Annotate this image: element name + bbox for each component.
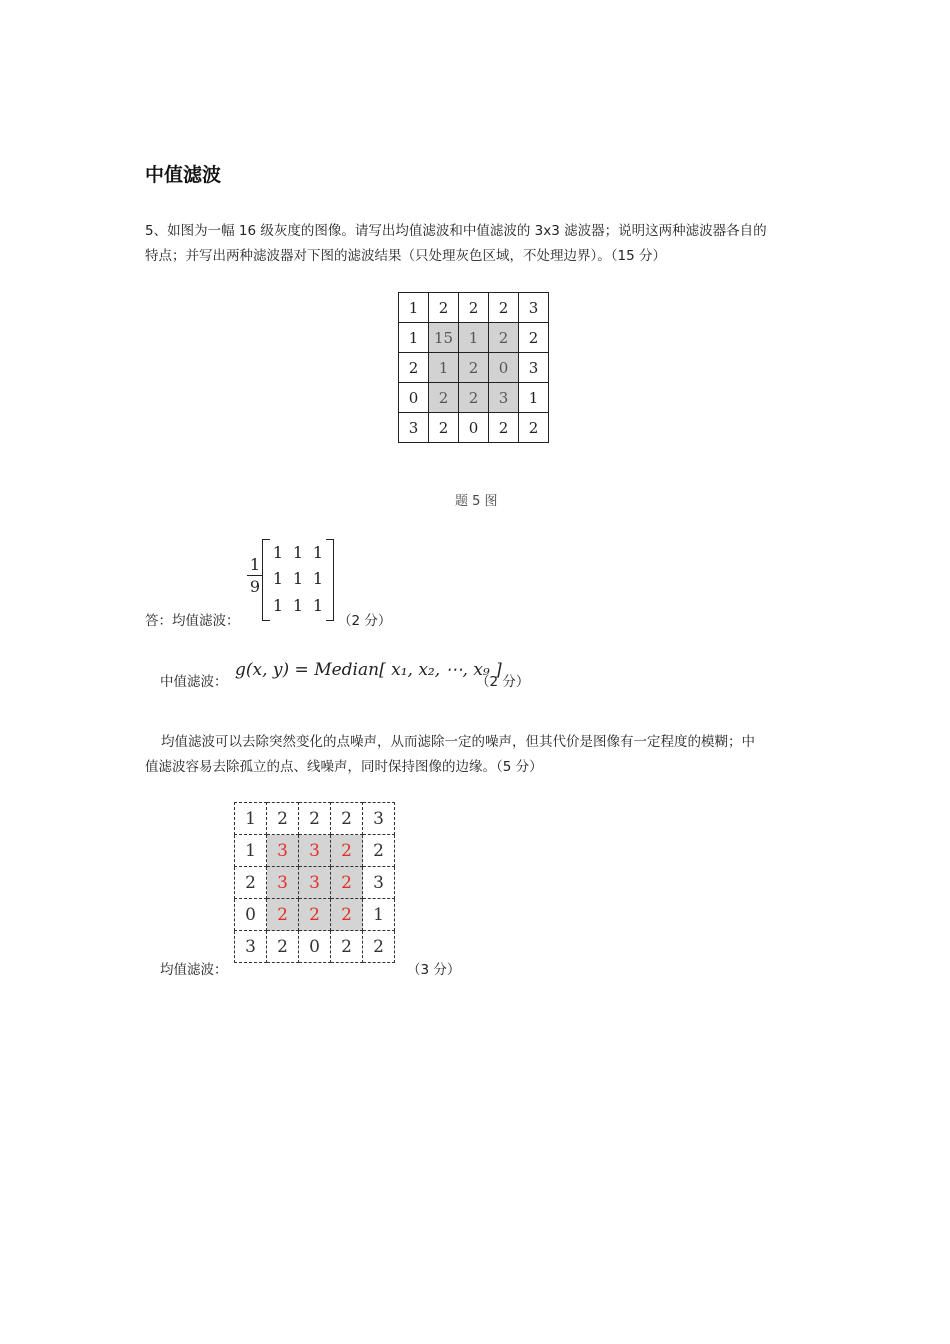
figure-caption: 题 5 图 bbox=[455, 494, 498, 509]
matrix-entry: 1 bbox=[312, 542, 324, 562]
grid-cell: 2 bbox=[459, 383, 489, 413]
grid-cell: 2 bbox=[331, 899, 363, 931]
grid-cell: 3 bbox=[267, 835, 299, 867]
grid-row bbox=[399, 413, 549, 443]
grid-cell: 3 bbox=[489, 383, 519, 413]
explanation-text bbox=[145, 730, 805, 780]
matrix-entry: 1 bbox=[272, 542, 284, 562]
matrix-entry: 1 bbox=[272, 596, 284, 616]
grid-cell: 3 bbox=[363, 867, 395, 899]
grid-row bbox=[399, 353, 549, 383]
explanation-line-2: 值滤波容易去除孤立的点、线噪声，同时保持图像的边缘。（5 分） bbox=[145, 759, 543, 775]
grid-cell: 3 bbox=[519, 293, 549, 323]
grid-cell: 15 bbox=[429, 323, 459, 353]
grid-cell: 3 bbox=[519, 353, 549, 383]
grid-cell: 0 bbox=[459, 413, 489, 443]
grid-cell: 3 bbox=[235, 931, 267, 963]
grid-cell: 2 bbox=[331, 931, 363, 963]
grid-row bbox=[235, 931, 395, 963]
grid-cell: 2 bbox=[331, 835, 363, 867]
grid-cell: 2 bbox=[519, 413, 549, 443]
grid-cell: 3 bbox=[267, 867, 299, 899]
matrix-entry: 1 bbox=[272, 569, 284, 589]
grid-row bbox=[399, 293, 549, 323]
grid-cell: 3 bbox=[299, 867, 331, 899]
grid-cell: 3 bbox=[363, 803, 395, 835]
grid-row bbox=[235, 803, 395, 835]
grid-cell: 2 bbox=[399, 353, 429, 383]
matrix-row bbox=[268, 596, 328, 615]
grid-cell: 2 bbox=[331, 803, 363, 835]
grid-cell: 2 bbox=[267, 931, 299, 963]
matrix-entry: 1 bbox=[312, 569, 324, 589]
grid-cell: 2 bbox=[459, 353, 489, 383]
section-title: 中值滤波 bbox=[145, 164, 222, 186]
grid-row bbox=[235, 835, 395, 867]
median-formula: g(x, y) = Median[ x₁, x₂, ⋯, x₉ ] bbox=[235, 660, 502, 680]
mean-filter-label: 答：均值滤波： bbox=[145, 613, 240, 629]
grid-cell: 1 bbox=[363, 899, 395, 931]
grid-cell: 1 bbox=[235, 835, 267, 867]
grid-cell: 2 bbox=[429, 413, 459, 443]
matrix-entry: 1 bbox=[292, 569, 304, 589]
grid-row bbox=[399, 323, 549, 353]
grid-cell: 1 bbox=[399, 293, 429, 323]
grid-cell: 0 bbox=[299, 931, 331, 963]
grid-cell: 1 bbox=[429, 353, 459, 383]
explanation-line-1: 均值滤波可以去除突然变化的点噪声，从而滤除一定的噪声，但其代价是图像有一定程度的模糊；中 bbox=[161, 734, 755, 750]
grid-cell: 2 bbox=[489, 323, 519, 353]
fraction-numerator: 1 bbox=[249, 555, 261, 574]
grid-cell: 2 bbox=[363, 835, 395, 867]
grid-cell: 2 bbox=[429, 293, 459, 323]
grid-cell: 2 bbox=[267, 803, 299, 835]
mean-score: （2 分） bbox=[338, 613, 392, 629]
grid-cell: 2 bbox=[429, 383, 459, 413]
question-line-2: 特点；并写出两种滤波器对下图的滤波结果（只处理灰色区域，不处理边界）。（15 分） bbox=[145, 248, 666, 264]
result-score: （3 分） bbox=[407, 962, 461, 978]
question-text bbox=[145, 219, 805, 269]
grid-cell: 2 bbox=[519, 323, 549, 353]
grid-cell: 2 bbox=[489, 413, 519, 443]
grid-cell: 3 bbox=[299, 835, 331, 867]
grid-cell: 1 bbox=[459, 323, 489, 353]
grid-row bbox=[235, 899, 395, 931]
matrix-row bbox=[268, 543, 328, 562]
fraction-bar bbox=[247, 575, 263, 576]
grid-cell: 2 bbox=[299, 803, 331, 835]
question-line-1: 5、如图为一幅 16 级灰度的图像。请写出均值滤波和中值滤波的 3x3 滤波器；说明这两种滤波器各自的 bbox=[145, 223, 767, 239]
result-label: 均值滤波： bbox=[160, 962, 228, 978]
grid-cell: 0 bbox=[235, 899, 267, 931]
fraction-denominator: 9 bbox=[249, 577, 261, 596]
matrix-entry: 1 bbox=[292, 596, 304, 616]
grid-row bbox=[399, 383, 549, 413]
median-filter-label: 中值滤波： bbox=[160, 674, 228, 690]
grid-cell: 2 bbox=[299, 899, 331, 931]
grid-cell: 1 bbox=[235, 803, 267, 835]
grid-cell: 1 bbox=[519, 383, 549, 413]
grid-cell: 1 bbox=[399, 323, 429, 353]
grid-cell: 2 bbox=[363, 931, 395, 963]
grid-cell: 0 bbox=[489, 353, 519, 383]
grid-cell: 2 bbox=[331, 867, 363, 899]
grid-cell: 0 bbox=[399, 383, 429, 413]
mean-matrix bbox=[262, 539, 334, 619]
grid-cell: 2 bbox=[489, 293, 519, 323]
grid-cell: 3 bbox=[399, 413, 429, 443]
matrix-row bbox=[268, 569, 328, 588]
grid-cell: 2 bbox=[267, 899, 299, 931]
grid-cell: 2 bbox=[459, 293, 489, 323]
grid-cell: 2 bbox=[235, 867, 267, 899]
figure-grid bbox=[398, 292, 549, 443]
median-score: （2 分） bbox=[476, 674, 530, 690]
result-grid bbox=[234, 802, 395, 963]
matrix-entry: 1 bbox=[292, 542, 304, 562]
grid-row bbox=[235, 867, 395, 899]
matrix-entry: 1 bbox=[312, 596, 324, 616]
